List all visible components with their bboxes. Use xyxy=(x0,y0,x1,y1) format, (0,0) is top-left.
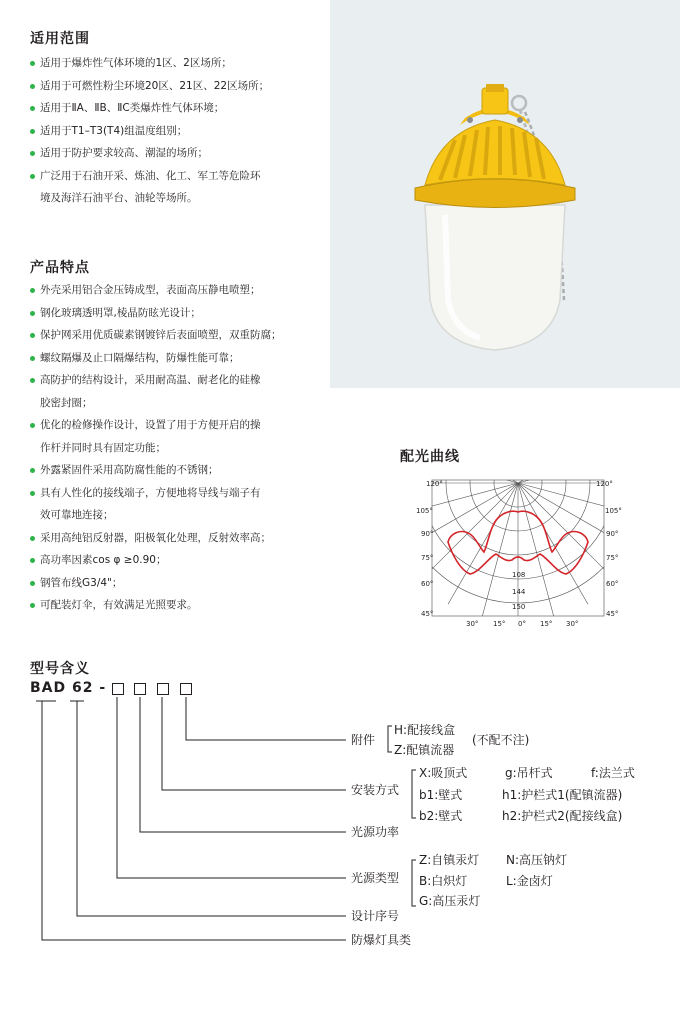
angle-label: 120° xyxy=(426,480,443,488)
angle-label: 45° xyxy=(421,610,434,618)
angle-label: 30° xyxy=(466,620,479,628)
angle-label: 75° xyxy=(421,554,434,562)
angle-label: 105° xyxy=(416,507,433,515)
feature-item: 保护网采用优质碳素钢镀锌后表面喷塑，双重防腐； xyxy=(30,324,330,347)
angle-label: 120° xyxy=(596,480,613,488)
install-option: h2:护栏式2(配接线盒) xyxy=(502,809,623,823)
category-label: 防爆灯具类 xyxy=(351,933,412,947)
angle-label: 0° xyxy=(518,620,526,628)
scope-item-continued: 境及海洋石油平台、油轮等场所。 xyxy=(40,192,198,204)
feature-item: 外露紧固件采用高防腐性能的不锈钢； xyxy=(30,459,330,482)
feature-item-continued: 作杆并同时具有固定功能； xyxy=(40,441,166,454)
scope-item: 适用于可燃性粉尘环境20区、21区、22区场所； xyxy=(30,75,330,98)
accessory-option: H:配接线盒 xyxy=(394,723,456,737)
angle-label: 90° xyxy=(606,530,619,538)
accessory-note: (不配不注) xyxy=(472,733,530,747)
feature-item-continued: 胶密封圈； xyxy=(40,396,93,409)
scope-item: 适用于爆炸性气体环境的1区、2区场所； xyxy=(30,52,330,75)
model-code-dash: - xyxy=(99,680,107,696)
install-label: 安装方式 xyxy=(351,783,400,797)
source-type-label: 光源类型 xyxy=(351,871,400,885)
angle-label: 90° xyxy=(421,530,434,538)
feature-item: 优化的检修操作设计，设置了用于方便开启的操 xyxy=(30,414,330,437)
radial-label: 144 xyxy=(512,588,526,596)
angle-label: 30° xyxy=(566,620,579,628)
angle-label: 105° xyxy=(605,507,622,515)
power-label: 光源功率 xyxy=(351,825,400,839)
source-type-option: N:高压钠灯 xyxy=(506,853,568,867)
feature-item: 具有人性化的接线端子，方便地将导线与端子有 xyxy=(30,482,330,505)
source-type-option: L:金卤灯 xyxy=(506,874,553,888)
install-option: h1:护栏式1(配镇流器) xyxy=(502,788,623,802)
model-title: 型号含义 xyxy=(30,661,90,677)
source-type-option: Z:自镇汞灯 xyxy=(419,853,480,867)
install-option: X:吸顶式 xyxy=(419,766,468,780)
scope-item: 适用于T1–T3(T4)组温度组别； xyxy=(30,120,330,143)
feature-item: 采用高纯铝反射器，阳极氧化处理，反射效率高； xyxy=(30,527,330,550)
model-code-series: 62 xyxy=(72,680,94,696)
angle-label: 60° xyxy=(421,580,434,588)
install-option: b2:壁式 xyxy=(419,809,463,823)
features-title: 产品特点 xyxy=(30,260,90,276)
accessory-option: Z:配镇流器 xyxy=(394,743,455,757)
feature-item: 钢管布线G3/4"； xyxy=(30,572,330,595)
feature-item: 高功率因素cos φ ≥0.90； xyxy=(30,549,330,572)
feature-item-continued: 效可靠地连接； xyxy=(40,509,114,521)
feature-item: 螺纹隔爆及止口隔爆结构，防爆性能可靠； xyxy=(30,347,330,370)
feature-item: 可配装灯伞，有效满足光照要求。 xyxy=(30,594,330,617)
radial-label: 150 xyxy=(512,603,526,611)
design-no-label: 设计序号 xyxy=(351,909,400,923)
scope-title: 适用范围 xyxy=(30,31,90,47)
scope-item: 适用于防护要求较高、潮湿的场所； xyxy=(30,142,330,165)
angle-label: 45° xyxy=(606,610,619,618)
install-option: f:法兰式 xyxy=(591,766,635,780)
install-option: g:吊杆式 xyxy=(505,766,553,780)
source-type-option: G:高压汞灯 xyxy=(419,894,481,908)
model-code-prefix: BAD xyxy=(30,680,67,696)
angle-label: 60° xyxy=(606,580,619,588)
angle-label: 15° xyxy=(540,620,553,628)
scope-item: 适用于ⅡA、ⅡB、ⅡC类爆炸性气体环境； xyxy=(30,97,330,120)
scope-item: 广泛用于石油开采、炼油、化工、军工等危险环 xyxy=(30,165,330,188)
angle-label: 75° xyxy=(606,554,619,562)
source-type-option: B:白炽灯 xyxy=(419,874,468,888)
feature-item: 高防护的结构设计，采用耐高温、耐老化的硅橡 xyxy=(30,369,330,392)
radial-label: 108 xyxy=(512,571,526,579)
angle-label: 15° xyxy=(493,620,506,628)
install-option: b1:壁式 xyxy=(419,788,463,802)
feature-item: 钢化玻璃透明罩,棱晶防眩光设计； xyxy=(30,302,330,325)
accessory-label: 附件 xyxy=(351,733,376,747)
feature-item: 外壳采用铝合金压铸成型，表面高压静电喷塑； xyxy=(30,279,330,302)
light-curve-title: 配光曲线 xyxy=(400,449,460,465)
